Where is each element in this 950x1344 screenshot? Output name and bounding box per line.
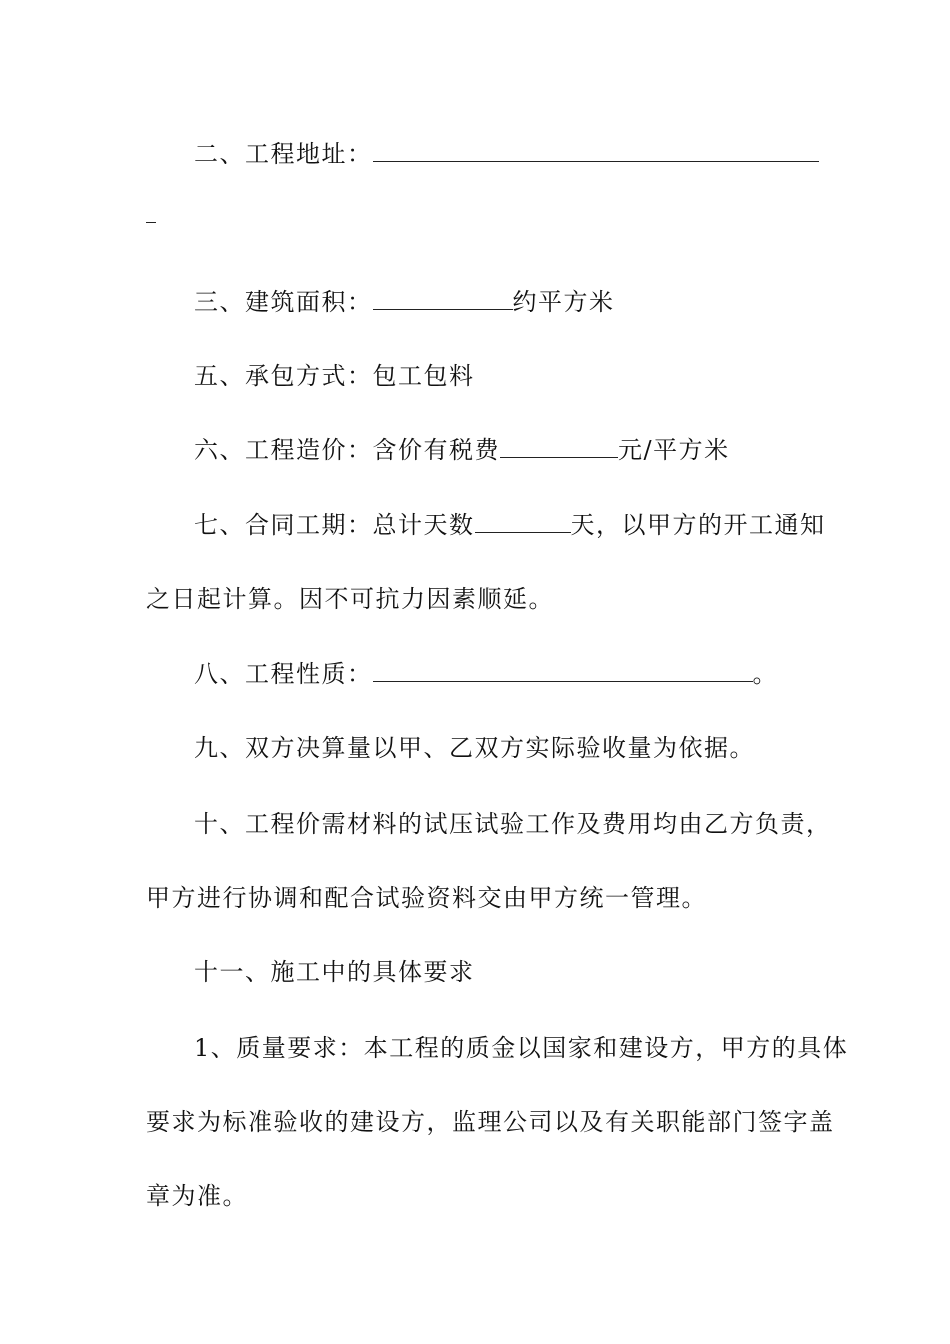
clause-7-label: 七、合同工期：总计天数	[194, 511, 475, 539]
clause-10-testing: 十、工程价需材料的试压试验工作及费用均由乙方负责，	[194, 810, 832, 838]
item-1-quality: 1、质量要求：本工程的质金以国家和建设方，甲方的具体	[194, 1034, 849, 1062]
clause-8-nature	[146, 658, 810, 690]
clause-3-area	[146, 286, 810, 318]
clause-6-label: 六、工程造价：含价有税费	[194, 436, 500, 464]
area-blank	[373, 287, 513, 310]
clause-6-cost	[146, 434, 810, 466]
clause-7-continuation: 之日起计算。因不可抗力因素顺延。	[146, 585, 554, 613]
address-blank	[373, 139, 819, 162]
clause-10-continuation: 甲方进行协调和配合试验资料交由甲方统一管理。	[146, 884, 707, 912]
clause-11-heading: 十一、施工中的具体要求	[194, 958, 475, 986]
clause-5-contract-mode: 五、承包方式：包工包料	[194, 362, 475, 390]
clause-9-settlement: 九、双方决算量以甲、乙双方实际验收量为依据。	[194, 734, 755, 762]
clause-2-address	[146, 138, 810, 170]
area-unit: 约平方米	[512, 288, 615, 316]
nature-blank	[373, 659, 753, 682]
clause-8-period: 。	[752, 660, 778, 688]
price-blank	[500, 435, 618, 458]
price-unit: 元/平方米	[618, 436, 730, 464]
address-blank-continuation	[146, 222, 156, 223]
clause-7-tail: 天，以甲方的开工通知	[570, 511, 826, 539]
clause-7-duration	[146, 509, 826, 541]
item-1-continuation: 要求为标准验收的建设方，监理公司以及有关职能部门签字盖	[146, 1108, 835, 1136]
item-1-continuation-2: 章为准。	[146, 1182, 248, 1210]
clause-8-label: 八、工程性质：	[194, 660, 373, 688]
clause-3-label: 三、建筑面积：	[194, 288, 373, 316]
clause-2-label: 二、工程地址：	[194, 140, 373, 168]
days-blank	[475, 510, 571, 533]
